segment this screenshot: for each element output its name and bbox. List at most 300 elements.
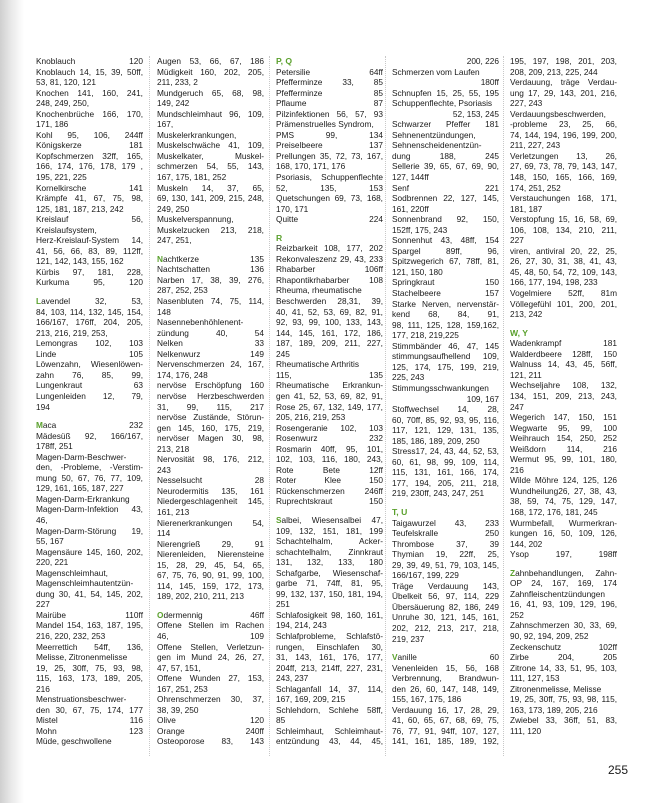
index-entry: Schlafosigkeit 98, 160, 161, <box>276 609 383 620</box>
index-entry: 115, 131, 161, 166, 174, <box>392 467 499 478</box>
letter-heading: P, Q <box>276 56 293 66</box>
index-entry: kungen 16, 50, 109, 126, <box>510 528 617 539</box>
index-entry: Odermennig 46ff <box>157 609 264 620</box>
index-column-4 <box>392 56 499 747</box>
page-number: 255 <box>607 763 628 777</box>
index-entry: Wilde Möhre 124, 125, 126 <box>510 475 617 486</box>
index-entry: Ohrenschmerzen 30, 37, <box>157 694 264 705</box>
index-entry: Stress17, 24, 43, 44, 52, 53, <box>392 446 499 457</box>
index-entry: Rheumatische Arthritis <box>276 359 360 370</box>
index-entry: Wermut 95, 99, 101, 180, <box>510 454 617 465</box>
index-entry: gen 145, 160, 175, 219, <box>157 422 264 433</box>
letter-heading: W, Y <box>510 327 528 338</box>
index-entry: 125, 174, 175, 199, 219, <box>392 361 499 372</box>
index-entry: Wadenkrampf 181 <box>510 338 617 349</box>
index-entry: stimmungsaufhellend 109, <box>392 351 499 362</box>
index-entry: 149, 242 <box>157 98 190 109</box>
index-entry: 166/167, 199, 229 <box>392 570 459 581</box>
index-entry: Rückenschmerzen 246ff <box>276 485 383 496</box>
index-entry: Nelken 33 <box>157 338 264 349</box>
index-entry: Rhapontikrhabarber 108 <box>276 274 383 285</box>
index-entry: Magenschleimhaut, <box>36 567 108 578</box>
index-entry: 248, 249, 250, <box>36 98 90 109</box>
index-entry: 213, 218 <box>157 443 190 454</box>
index-entry: Rekonvaleszenz 29, 43, 233 <box>276 253 383 264</box>
index-entry: Sodbrennen 22, 127, 145, <box>392 193 499 204</box>
index-entry: Schlafprobleme, Schlafstö- <box>276 630 383 641</box>
index-entry: Verdauung, träge Verdau- <box>510 77 617 88</box>
index-entry: Ysop 197, 198ff <box>510 549 617 560</box>
index-entry: Mädesüß 92, 166/167, <box>36 430 143 441</box>
index-entry: Träge Verdauung 143, <box>392 580 499 591</box>
index-entry: Herz-Kreislauf-System 14, <box>36 235 143 246</box>
index-entry: Beschwerden 28,31, 39, <box>276 296 383 307</box>
index-entry: 213, 216, 219, 253, <box>36 327 108 338</box>
index-page <box>36 56 628 756</box>
index-entry: Krämpfe 41, 67, 75, 98, <box>36 193 143 204</box>
index-entry: Schnupfen 15, 25, 55, 195 <box>392 87 499 98</box>
index-entry: Kurkuma 95, 120 <box>36 277 143 288</box>
index-entry: 29, 39, 49, 51, 79, 103, 145, <box>392 559 499 570</box>
index-entry: 27, 69, 73, 78, 79, 143, 147, <box>510 161 617 172</box>
index-entry: Venenleiden 15, 56, 168 <box>392 662 499 673</box>
index-entry: Muskelverspannung, <box>157 214 234 225</box>
index-entry: nervöse Zustände, Störun- <box>157 412 264 423</box>
index-entry: nervöse Erschöpfung 160 <box>157 380 264 391</box>
index-entry: PMS 99, 134 <box>276 129 383 140</box>
index-entry: Rhabarber 106ff <box>276 264 383 275</box>
index-entry: 47, 57, 151, <box>157 662 201 673</box>
initial-letter: V <box>392 652 398 663</box>
index-entry: Zahnbehandlungen, Zahn- <box>510 567 617 578</box>
index-entry: 52, 135, 153 <box>276 182 383 193</box>
index-entry: 187, 189, 209, 211, 227, <box>276 338 383 349</box>
index-entry: Schleimhaut, Schleimhaut- <box>276 725 383 736</box>
index-entry: Muskelerkrankungen, <box>157 129 237 140</box>
index-entry: viren, antiviral 20, 22, 25, <box>510 245 617 256</box>
index-entry: Magen-Darm-Störung 19, <box>36 525 143 536</box>
index-entry: Salbei, Wiesensalbei 47, <box>276 514 383 525</box>
index-column-3 <box>276 56 383 747</box>
index-entry: 121, 150, 180 <box>392 266 443 277</box>
letter-gap <box>510 560 617 568</box>
index-entry: 31, 143, 161, 176, 177, <box>276 652 383 663</box>
index-entry: Schlehdorn, Schlehe 58ff, <box>276 704 383 715</box>
index-entry: nervöse Herzbeschwerden <box>157 390 264 401</box>
index-entry: Verdauungsbeschwerden, <box>510 108 606 119</box>
index-entry: Quitte 224 <box>276 214 383 225</box>
index-entry: 177, 218, 219,225 <box>392 330 459 341</box>
index-entry: Wegwarte 95, 99, 100 <box>510 422 617 433</box>
initial-letter: O <box>157 609 164 620</box>
index-entry: 114 <box>157 528 171 539</box>
index-entry: Stachelbeere 157 <box>392 288 499 299</box>
letter-gap <box>392 644 499 652</box>
index-entry: kend 68, 84, 91, <box>392 309 499 320</box>
index-entry: 52, 153, 245 <box>452 108 499 119</box>
index-entry: 213, 242 <box>510 309 543 320</box>
index-entry: 167, 175, 181, 252 <box>157 172 227 183</box>
index-entry: Kreislaufsystem, <box>36 224 97 235</box>
index-entry: Nasenbluten 74, 75, 114, <box>157 296 264 307</box>
index-entry: 180ff <box>480 77 499 88</box>
index-entry: Quetschungen 69, 73, 168, <box>276 193 383 204</box>
index-entry: 177, 194, 205, 211, 218, <box>392 477 499 488</box>
index-entry: 74, 144, 194, 196, 199, 200, <box>510 129 617 140</box>
index-entry: Nervosität 98, 176, 212, <box>157 454 264 465</box>
index-entry: Lungenkraut 63 <box>36 380 143 391</box>
index-entry: Verletzungen 13, 26, <box>510 150 617 161</box>
index-entry: Senf 221 <box>392 182 499 193</box>
index-entry: 181, 187 <box>510 203 543 214</box>
index-entry: 46, <box>36 514 48 525</box>
index-entry: 129, 161, 165, 187, 227 <box>36 483 124 494</box>
index-entry: 243, 237 <box>276 673 309 684</box>
index-entry: Müdigkeit 160, 202, 205, <box>157 66 264 77</box>
index-entry: 243 <box>157 464 171 475</box>
index-entry: Nachtkerze 135 <box>157 253 264 264</box>
index-entry: 144, 202 <box>510 538 543 549</box>
index-entry: 60, 70ff, 85, 92, 93, 95, 116, <box>392 414 499 425</box>
index-entry: Spargel 89ff, 96, <box>392 245 499 256</box>
index-entry: 117, 121, 129, 131, 135, <box>392 425 499 436</box>
index-entry: 166, 177, 194, 198, 233 <box>510 277 598 288</box>
index-entry: 125, 181, 187, 213, 242 <box>36 203 124 214</box>
index-entry: OP 24, 167, 169, 174 <box>510 578 617 589</box>
index-entry: 98, 111, 125, 128, 159,162, <box>392 319 499 330</box>
index-entry: 109, 132, 151, 181, 199 <box>276 525 383 536</box>
index-entry: Meerrettich 54ff, 136, <box>36 641 143 652</box>
index-entry: Offene Stellen, Verletzun- <box>157 641 264 652</box>
index-entry: Sehnenscheidenentzün- <box>392 140 482 151</box>
index-entry: Melisse, Zitronenmelisse <box>36 652 128 663</box>
initial-letter: Z <box>510 567 516 578</box>
index-entry: Menstruationsbeschwer- <box>36 694 127 705</box>
index-entry: Schlaganfall 14, 37, 114, <box>276 683 383 694</box>
index-entry: 185, 186, 189, 209, 250 <box>392 435 480 446</box>
index-entry: Knoblauch 14, 15, 39, 50ff, <box>36 66 143 77</box>
index-entry: Neurodermitis 135, 161 <box>157 485 264 496</box>
index-entry: 40, 41, 52, 53, 69, 82, 91, <box>276 306 383 317</box>
index-entry: 115, 163, 173, 189, 205, <box>36 673 143 684</box>
index-entry: Nervenschmerzen 24, 167, <box>157 359 264 370</box>
index-entry: 166, 174, 176, 178, 179 , <box>36 161 143 172</box>
index-entry: Nasennebenhöhlenent- <box>157 317 244 328</box>
index-entry: 167, <box>157 119 174 130</box>
index-entry: Walnuss 14, 43, 45, 56ff, <box>510 359 617 370</box>
index-entry: Zahnfleischentzündungen <box>510 588 606 599</box>
index-entry: Narben 17, 38, 39, 276, <box>157 274 264 285</box>
index-entry: 227 <box>36 599 50 610</box>
index-entry: Prellungen 35, 72, 73, 167, <box>276 150 383 161</box>
index-entry: 109, 167 <box>466 393 499 404</box>
index-entry: 252 <box>510 609 524 620</box>
index-entry: Mohn 123 <box>36 725 143 736</box>
index-entry: 247, 251, <box>157 235 192 246</box>
index-entry: Lungenleiden 12, 79, <box>36 390 143 401</box>
index-entry: gen 41, 52, 53, 69, 82, 91, <box>276 390 383 401</box>
index-entry: 200, 226 <box>466 56 499 66</box>
index-entry: Rote Bete 12ff <box>276 464 383 475</box>
index-entry: Wurmbefall, Wurmerkran- <box>510 517 617 528</box>
index-entry: Verstauchungen 168, 171, <box>510 193 617 204</box>
index-entry: Sonnenhut 43, 48ff, 154 <box>392 235 499 246</box>
index-entry: Schachtelhalm, Acker- <box>276 536 383 547</box>
index-entry: Schafgarbe, Wiesenschaf- <box>276 567 383 578</box>
index-entry: 76, 77, 91, 94ff, 107, 127, <box>392 725 499 736</box>
index-entry: Osteoporose 83, 143 <box>157 736 264 747</box>
index-entry: Reizbarkeit 108, 177, 202 <box>276 243 383 254</box>
index-entry: Orange 240ff <box>157 725 264 736</box>
index-entry: Weihrauch 154, 250, 252 <box>510 433 617 444</box>
index-entry: Magen-Darm-Erkrankung <box>36 493 130 504</box>
index-entry: Muskelschwäche 41, 109, <box>157 140 264 151</box>
index-entry: 53, 81, 120, 121 <box>36 77 96 88</box>
index-entry: 161, 220ff <box>392 203 429 214</box>
index-entry: Niedergeschlagenheit 145, <box>157 496 264 507</box>
index-column-5 <box>510 56 617 736</box>
index-entry: Muskelkater, Muskel- <box>157 150 264 161</box>
index-entry: 106, 108, 134, 210, 211, <box>510 224 617 235</box>
index-entry: 189, 202, 210, 211, 213 <box>157 591 245 602</box>
index-entry: Lavendel 32, 53, <box>36 296 143 307</box>
index-entry: 178ff, 251 <box>36 441 73 452</box>
index-entry: 55, 167 <box>36 536 64 547</box>
index-entry: Linde 105 <box>36 348 143 359</box>
index-entry: gen im Mund 24, 26, 27, <box>157 652 264 663</box>
letter-gap <box>36 288 143 296</box>
index-entry: 148 <box>157 306 171 317</box>
index-entry: 170, 171 <box>276 203 309 214</box>
index-entry: Rheumatische Erkrankun- <box>276 380 383 391</box>
index-entry: Thymian 19, 22ff, 25, <box>392 549 499 560</box>
index-entry: Zwiebel 33, 36ff, 51, 83, <box>510 715 617 726</box>
index-entry: Nierengrieß 29, 91 <box>157 538 264 549</box>
index-entry: Petersilie 64ff <box>276 66 383 77</box>
index-entry: mung 50, 67, 76, 77, 109, <box>36 472 143 483</box>
index-entry: Magenschleimhautentzün- <box>36 578 134 589</box>
index-entry: 225, 243 <box>392 372 425 383</box>
index-entry: 41, 60, 65, 67, 68, 69, 75, <box>392 715 499 726</box>
index-entry: Wechseljahre 108, 132, <box>510 380 617 391</box>
column-divider <box>269 56 270 756</box>
index-entry: Rosengeranie 102, 103 <box>276 422 383 433</box>
index-entry: Sehnenentzündungen, <box>392 129 476 140</box>
index-entry: 114, 145, 159, 172, 173, <box>157 580 264 591</box>
index-entry: zahn 76, 85, 99, <box>36 369 143 380</box>
index-entry: 46, 109 <box>157 630 264 641</box>
index-entry: 121, 211 <box>510 369 542 380</box>
index-entry: 216 <box>36 683 50 694</box>
index-entry: 195, 221, 225 <box>36 172 87 183</box>
index-entry: Zirbe 204, 205 <box>510 652 617 663</box>
index-entry: Olive 120 <box>157 715 264 726</box>
index-entry: Lemongras 102, 103 <box>36 338 143 349</box>
index-entry: Taigawurzel 43, 233 <box>392 517 499 528</box>
index-entry: 16, 41, 93, 109, 129, 196, <box>510 599 617 610</box>
index-entry: Kürbis 97, 181, 228, <box>36 266 143 277</box>
index-entry: entzündung 43, 44, 45, <box>276 736 383 747</box>
index-entry: 38, 59, 74, 75, 129, 147, <box>510 496 617 507</box>
index-entry: Mairübe 110ff <box>36 609 143 620</box>
index-entry: 245 <box>276 348 290 359</box>
index-entry: 216 <box>510 464 524 475</box>
index-entry: rungen, Einschlafen 30, <box>276 641 383 652</box>
index-entry: Offene Wunden 27, 153, <box>157 673 264 684</box>
letter-gap <box>510 320 617 328</box>
index-entry: 99, 132, 137, 150, 181, 194, <box>276 588 383 599</box>
index-entry: Nierenleiden, Nierensteine <box>157 549 264 560</box>
index-entry: nervöser Magen 30, 98, <box>157 433 264 444</box>
index-entry: Verstopfung 15, 16, 58, 69, <box>510 214 617 225</box>
index-entry: 194, 214, 243 <box>276 620 327 631</box>
index-entry: 168, 172, 176, 181, 245 <box>510 506 598 517</box>
index-entry: 15, 28, 29, 45, 54, 65, <box>157 559 264 570</box>
index-entry: Kornelkirsche 141 <box>36 182 143 193</box>
index-entry: Zitrone 14, 33, 51, 95, 103, <box>510 662 617 673</box>
index-entry: 127, 144ff <box>392 172 429 183</box>
index-entry: Knoblauch 120 <box>36 56 143 66</box>
index-entry: -probleme 23, 25, 66, <box>510 119 617 130</box>
index-entry: ung 17, 29, 143, 201, 216, <box>510 87 617 98</box>
index-entry: 69, 130, 141, 209, 215, 248, <box>157 193 264 204</box>
index-entry: 220, 221 <box>36 557 69 568</box>
index-entry: Rose 25, 67, 132, 149, 177, <box>276 401 383 412</box>
index-entry: Kreislauf 56, <box>36 214 143 225</box>
index-entry: 111, 120 <box>510 725 542 736</box>
index-entry: Magen-Darm-Beschwer- <box>36 451 127 462</box>
index-entry: Weißdorn 114, 216 <box>510 443 617 454</box>
index-entry: 163, 173, 189, 205, 216 <box>510 704 598 715</box>
index-entry: 111, 127, 153 <box>510 673 560 684</box>
index-column-1 <box>36 56 143 747</box>
index-entry: schmerzen 54, 55, 143, <box>157 161 264 172</box>
index-entry: Roter Klee 150 <box>276 475 383 486</box>
index-entry: Pfefferminze 33, 85 <box>276 77 383 88</box>
index-entry: Maca 232 <box>36 420 143 431</box>
column-divider <box>503 56 504 756</box>
index-entry: 247 <box>510 401 524 412</box>
index-entry: 227 <box>510 235 524 246</box>
letter-gap <box>276 507 383 515</box>
index-entry: Prämenstruelles Syndrom, <box>276 119 374 130</box>
index-entry: 85 <box>276 715 286 726</box>
index-entry: 205, 216, 219, 253 <box>276 412 346 423</box>
index-entry: 208, 209, 213, 225, 244 <box>510 66 598 77</box>
index-entry: 171, 186 <box>36 119 69 130</box>
index-entry: 144, 145, 161, 172, 186, <box>276 327 383 338</box>
index-entry: den 26, 60, 147, 148, 149, <box>392 683 499 694</box>
index-entry: Verdauung 16, 17, 28, 29, <box>392 704 499 715</box>
initial-letter: S <box>276 514 282 525</box>
index-entry: 92, 93, 99, 100, 133, 143, <box>276 317 383 328</box>
index-entry: Stoffwechsel 14, 28, <box>392 404 499 415</box>
index-entry: 60, 61, 98, 99, 109, 114, <box>392 456 499 467</box>
index-entry: Knochen 141, 160, 241, <box>36 87 143 98</box>
index-entry: Sonnenbrand 92, 150, <box>392 214 499 225</box>
index-entry: Springkraut 150 <box>392 277 499 288</box>
index-entry: Rosenwurz 232 <box>276 433 383 444</box>
index-entry: Schwarzer Pfeffer 181 <box>392 119 499 130</box>
index-entry: Verbrennung, Brandwun- <box>392 673 499 684</box>
index-entry: 19, 25, 30ff, 75, 93, 98, 115, <box>510 694 617 705</box>
index-entry: 167, 169, 209, 215 <box>276 694 346 705</box>
letter-heading: R <box>276 232 283 243</box>
letter-gap <box>157 602 264 610</box>
index-column-2 <box>157 56 264 747</box>
index-entry: Zeckenschutz 102ff <box>510 641 617 652</box>
index-entry: Magen-Darm-Infektion 43, <box>36 504 143 515</box>
index-entry: 121, 142, 143, 155, 162 <box>36 256 124 267</box>
index-entry: 161, 213 <box>157 506 190 517</box>
index-entry: dung 30, 41, 54, 145, 202, <box>36 588 143 599</box>
index-entry: Kohl 95, 106, 244ff <box>36 129 143 140</box>
index-entry: 202, 212, 213, 217, 218, <box>392 622 499 633</box>
index-entry: Löwenzahn, Wiesenlöwen- <box>36 359 143 370</box>
index-entry: Thrombose 37, 39 <box>392 538 499 549</box>
index-entry: 115, 135 <box>276 369 383 380</box>
index-entry: den, -Probleme, -Verstim- <box>36 462 143 473</box>
column-divider <box>149 56 150 756</box>
letter-gap <box>36 412 143 420</box>
index-entry: Teufelskralle 250 <box>392 528 499 539</box>
index-entry: Muskelzucken 213, 218, <box>157 224 264 235</box>
column-divider <box>385 56 386 756</box>
index-entry: Offene Stellen im Rachen <box>157 620 264 631</box>
index-entry: Psoriasis, Schuppenflechte <box>276 172 383 183</box>
index-entry: Vogelmiere 52ff, 81m <box>510 288 617 299</box>
index-entry: Knochenbrüche 166, 170, <box>36 108 143 119</box>
index-entry: Schmerzen vom Laufen <box>392 66 480 77</box>
index-entry: 174, 176, 248 <box>157 369 208 380</box>
index-entry: Wundheilung26, 27, 38, 43, <box>510 485 617 496</box>
index-entry: 216, 220, 232, 253 <box>36 630 106 641</box>
index-entry: Übelkeit 56, 97, 114, 229 <box>392 591 499 602</box>
index-entry: Zitronenmelisse, Melisse <box>510 683 602 694</box>
letter-heading: T, U <box>392 506 408 517</box>
index-entry: 19, 25, 30ff, 75, 93, 98, <box>36 662 143 673</box>
index-entry: Kopfschmerzen 32ff, 165, <box>36 150 143 161</box>
letter-gap <box>392 499 499 507</box>
index-entry: 31, 99, 115, 217 <box>157 401 264 412</box>
index-entry: 249, 250 <box>157 203 190 214</box>
index-entry: 67, 75, 76, 90, 91, 99, 100, <box>157 570 264 581</box>
index-entry: Walderdbeere 128ff, 150 <box>510 348 617 359</box>
book-spine-shadow <box>0 0 24 803</box>
index-entry: Mundgeruch 65, 68, 98, <box>157 87 264 98</box>
index-entry: 131, 132, 133, 180 <box>276 557 383 568</box>
index-entry: 219, 237 <box>392 633 425 644</box>
index-entry: Zahnschmerzen 30, 33, 69, <box>510 620 617 631</box>
index-entry: 174, 251, 252 <box>510 182 561 193</box>
index-entry: 45, 48, 50, 54, 72, 109, 143, <box>510 266 617 277</box>
index-entry: Augen 53, 66, 67, 186 <box>157 56 264 66</box>
index-entry: dung 188, 245 <box>392 150 499 161</box>
index-entry: 84, 103, 114, 132, 145, 154, <box>36 306 143 317</box>
index-entry: 166/167, 176ff, 204, 205, <box>36 317 143 328</box>
initial-letter: L <box>36 296 42 307</box>
initial-letter: N <box>157 253 163 264</box>
index-entry: Stimmbänder 46, 47, 145 <box>392 340 499 351</box>
index-entry: Wegerich 147, 150, 151 <box>510 412 617 423</box>
index-entry: Magensäure 145, 160, 202, <box>36 546 143 557</box>
index-entry: 194 <box>36 401 50 412</box>
index-entry: 102, 103, 116, 180, 243, <box>276 454 383 465</box>
index-entry: Nesselsucht 28 <box>157 475 264 486</box>
index-entry: Starke Nerven, nervenstär- <box>392 298 499 309</box>
index-entry: 134, 151, 209, 213, 243, <box>510 390 617 401</box>
index-entry: 141, 161, 185, 189, 192, <box>392 736 499 747</box>
